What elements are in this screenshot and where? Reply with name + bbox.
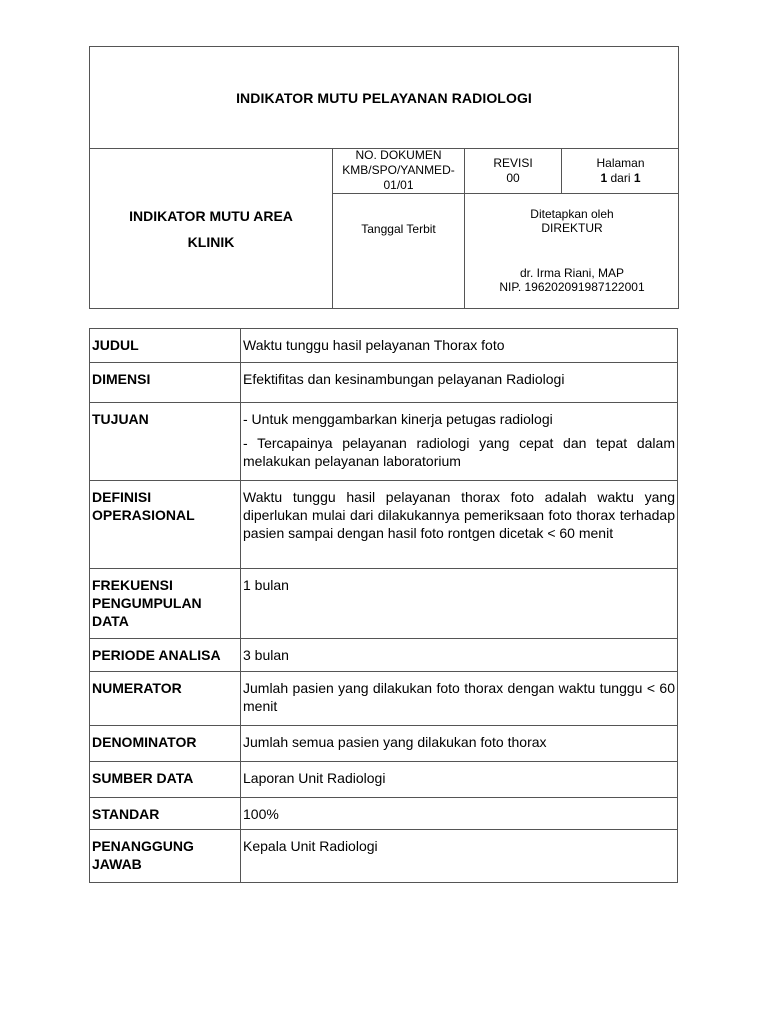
table-row (90, 672, 678, 726)
indicator-table (89, 328, 678, 883)
document-header (89, 46, 679, 309)
row-label: STANDAR (90, 798, 241, 830)
signatory-name: dr. Irma Riani, MAP (519, 266, 625, 280)
tanggal-terbit-cell (333, 194, 465, 309)
revisi-cell (465, 148, 562, 194)
tujuan-line: - Untuk menggambarkan kinerja petugas radiologi (243, 411, 553, 427)
row-label: DEFINISI OPERASIONAL (90, 481, 241, 569)
table-row (90, 798, 678, 830)
row-value: Jumlah semua pasien yang dilakukan foto thorax (241, 726, 678, 762)
table-row (90, 639, 678, 672)
row-value: Laporan Unit Radiologi (241, 762, 678, 798)
area-cell (90, 148, 333, 309)
no-dokumen-label: NO. DOKUMEN (355, 148, 442, 162)
row-label: FREKUENSI PENGUMPULAN DATA (90, 569, 241, 639)
document-title: INDIKATOR MUTU PELAYANAN RADIOLOGI (236, 89, 532, 106)
signatory-nip: NIP. 196202091987122001 (499, 280, 645, 294)
row-value: Waktu tunggu hasil pelayanan Thorax foto (241, 329, 678, 363)
row-label: DIMENSI (90, 363, 241, 403)
row-label: NUMERATOR (90, 672, 241, 726)
row-label: TUJUAN (90, 403, 241, 481)
ditetapkan-block (465, 207, 679, 235)
ditetapkan-cell (465, 194, 679, 309)
revisi-value: 00 (506, 170, 520, 185)
no-dokumen-cell (333, 148, 465, 194)
table-row (90, 363, 678, 403)
ditetapkan-label: Ditetapkan oleh (530, 207, 614, 221)
revisi-label: REVISI (493, 155, 533, 170)
row-value: Efektifitas dan kesinambungan pelayanan Radiologi (241, 363, 678, 403)
signatory-block (465, 266, 679, 294)
table-row (90, 329, 678, 363)
table-row (90, 569, 678, 639)
halaman-of: dari (610, 170, 631, 185)
row-value (241, 403, 678, 481)
table-row (90, 726, 678, 762)
halaman-total: 1 (633, 170, 641, 185)
table-row (90, 481, 678, 569)
tujuan-line: - Tercapainya pelayanan radiologi yang cepat dan tepat dalam melakukan pelayanan laboratorium (243, 435, 675, 469)
row-value: 1 bulan (241, 569, 678, 639)
halaman-cell (562, 148, 679, 194)
table-row (90, 762, 678, 798)
row-label: SUMBER DATA (90, 762, 241, 798)
table-row (90, 830, 678, 883)
row-label: PENANGGUNG JAWAB (90, 830, 241, 883)
halaman-count (600, 171, 640, 186)
table-row (90, 403, 678, 481)
title-row (90, 47, 678, 149)
row-value: Jumlah pasien yang dilakukan foto thorax dengan waktu tunggu < 60 menit (241, 672, 678, 726)
tanggal-terbit-label: Tanggal Terbit (361, 222, 436, 236)
row-label: JUDUL (90, 329, 241, 363)
row-value: 3 bulan (241, 639, 678, 672)
row-value: Waktu tunggu hasil pelayanan thorax foto adalah waktu yang diperlukan mulai dari dilakukannya pemeriksaan foto thorax terhadap pasien sampai dengan hasil foto rontgen dicetak < 60 menit (241, 481, 678, 569)
row-label: PERIODE ANALISA (90, 639, 241, 672)
row-value: 100% (241, 798, 678, 830)
no-dokumen-value: KMB/SPO/YANMED-01/01 (342, 163, 455, 192)
area-title: INDIKATOR MUTU AREA KLINIK (129, 207, 293, 250)
halaman-label: Halaman (596, 155, 645, 170)
halaman-current: 1 (600, 170, 608, 185)
ditetapkan-jabatan: DIREKTUR (541, 221, 603, 235)
row-value: Kepala Unit Radiologi (241, 830, 678, 883)
row-label: DENOMINATOR (90, 726, 241, 762)
